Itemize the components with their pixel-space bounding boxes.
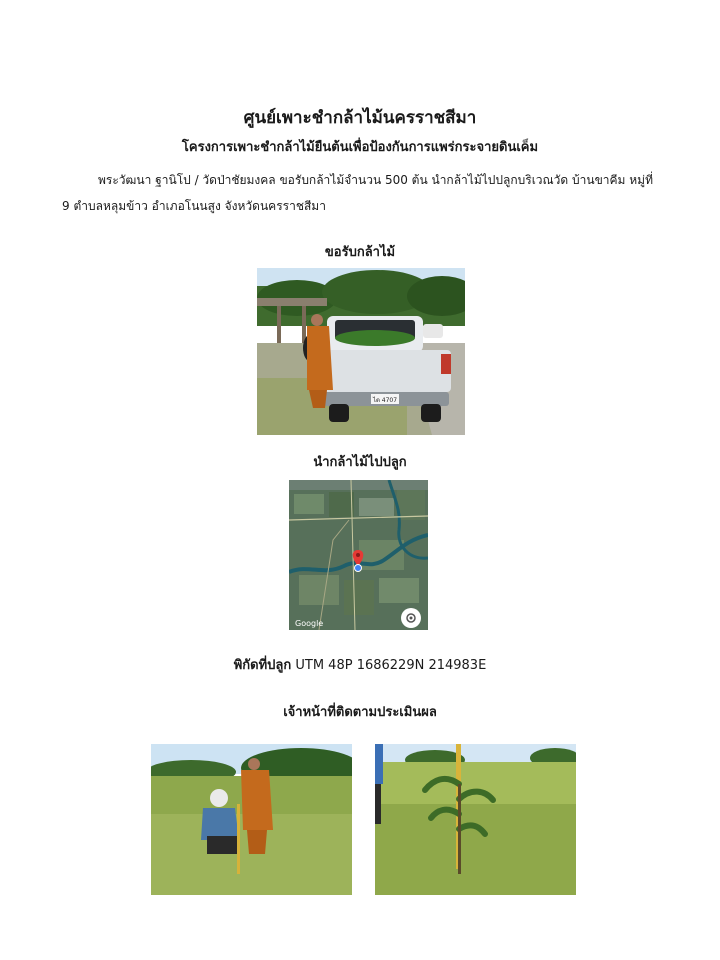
location-map — [289, 480, 428, 630]
coordinates-label: พิกัดที่ปลูก — [233, 658, 292, 673]
coordinates-value: UTM 48P 1686229N 214983E — [295, 658, 487, 673]
photo-field-officer — [151, 744, 352, 895]
crosshair-icon[interactable] — [401, 608, 421, 628]
coordinates-line — [0, 654, 720, 675]
receive-heading: ขอรับกล้าไม้ — [324, 245, 396, 260]
plant-heading: นำกล้าไม้ไปปลูก — [313, 455, 407, 470]
description-paragraph: พระวัฒนา ฐานิโป / วัดป่าชัยมงคล ขอรับกล้าไม้จำนวน 500 ต้น นำกล้าไม้ไปปลูกบริเวณวัด บ้านขาคีม หมู่ที่ 9 ตำบลหลุมข้าว อำเภอโนนสูง จังหวัดนครราชสีมา — [62, 173, 653, 213]
page-subtitle: โครงการเพาะชำกล้าไม้ยืนต้นเพื่อป้องกันการแพร่กระจายดินเค็ม — [181, 140, 539, 155]
page-title: ศูนย์เพาะชำกล้าไม้นครราชสีมา — [243, 108, 477, 128]
map-brand: Google — [295, 619, 324, 628]
photo-sapling — [375, 744, 576, 895]
photo-seedling-pickup — [257, 268, 465, 435]
license-plate: ไต 4707 — [372, 397, 398, 404]
evaluate-heading: เจ้าหน้าที่ติดตามประเมินผล — [283, 705, 437, 720]
